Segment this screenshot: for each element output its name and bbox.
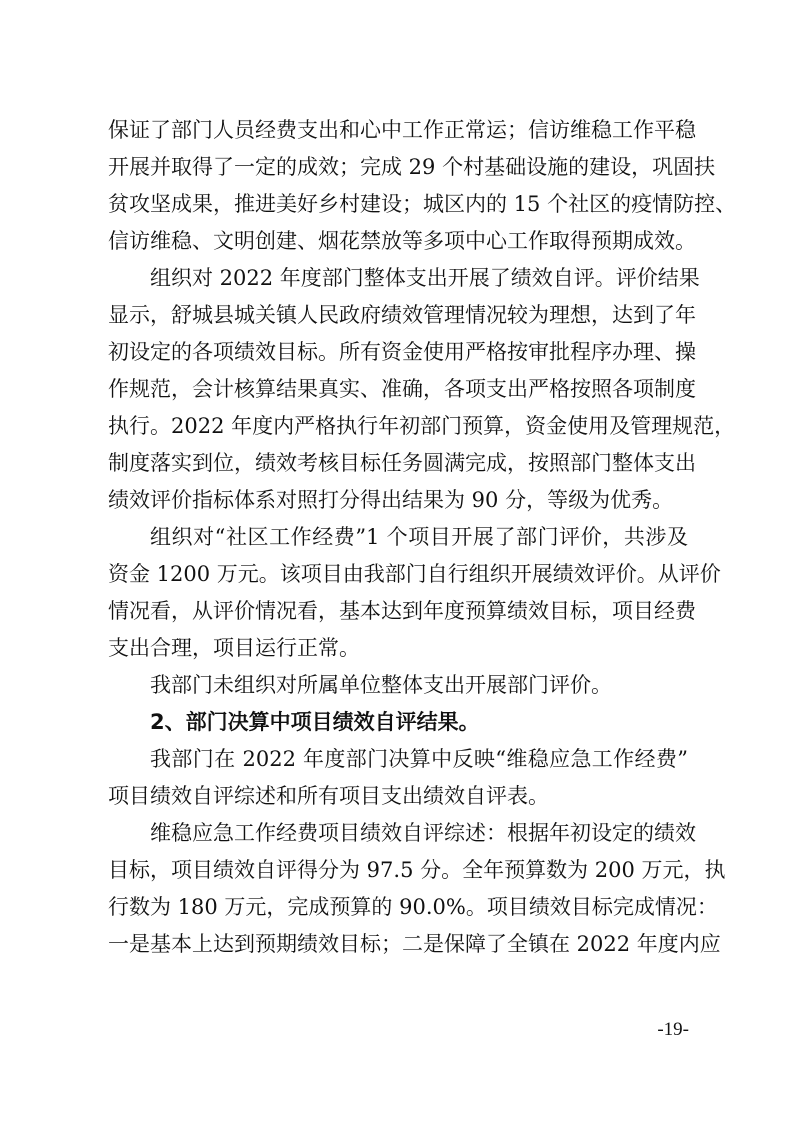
paragraph-line: 组织对 2022 年度部门整体支出开展了绩效自评。评价结果 (150, 266, 700, 290)
paragraph-line: 支出合理，项目运行正常。 (108, 636, 360, 660)
paragraph-line: 保证了部门人员经费支出和心中工作正常运；信访维稳工作平稳 (108, 118, 696, 142)
paragraph-line: 信访维稳、文明创建、烟花禁放等多项中心工作取得预期成效。 (108, 229, 696, 253)
paragraph-line: 我部门未组织对所属单位整体支出开展部门评价。 (150, 673, 612, 697)
paragraph-line: 我部门在 2022 年度部门决算中反映“维稳应急工作经费” (150, 747, 688, 771)
paragraph-line: 作规范，会计核算结果真实、准确，各项支出严格按照各项制度 (108, 377, 696, 401)
page-number: -19- (657, 1019, 689, 1040)
paragraph-line: 组织对“社区工作经费”1 个项目开展了部门评价，共涉及 (150, 525, 688, 549)
paragraph-line: 维稳应急工作经费项目绩效自评综述：根据年初设定的绩效 (150, 821, 696, 845)
paragraph-line: 贫攻坚成果，推进美好乡村建设；城区内的 15 个社区的疫情防控、 (108, 192, 737, 216)
paragraph-line: 初设定的各项绩效目标。所有资金使用严格按审批程序办理、操 (108, 340, 696, 364)
paragraph-line: 绩效评价指标体系对照打分得出结果为 90 分，等级为优秀。 (108, 488, 674, 512)
paragraph-line: 执行。2022 年度内严格执行年初部门预算，资金使用及管理规范， (108, 414, 736, 438)
paragraph-line: 开展并取得了一定的成效；完成 29 个村基础设施的建设，巩固扶 (108, 155, 716, 179)
paragraph-line: 情况看，从评价情况看，基本达到年度预算绩效目标，项目经费 (108, 599, 696, 623)
paragraph-line: 目标，项目绩效自评得分为 97.5 分。全年预算数为 200 万元，执 (108, 858, 726, 882)
paragraph-line: 资金 1200 万元。该项目由我部门自行组织开展绩效评价。从评价 (108, 562, 721, 586)
section-heading: 2、部门决算中项目绩效自评结果。 (150, 710, 480, 734)
paragraph-line: 一是基本上达到预期绩效目标；二是保障了全镇在 2022 年度内应 (108, 932, 721, 956)
paragraph-line: 项目绩效自评综述和所有项目支出绩效自评表。 (108, 784, 549, 808)
paragraph-line: 行数为 180 万元，完成预算的 90.0%。项目绩效目标完成情况： (108, 895, 718, 919)
paragraph-line: 显示，舒城县城关镇人民政府绩效管理情况较为理想，达到了年 (108, 303, 696, 327)
paragraph-line: 制度落实到位，绩效考核目标任务圆满完成，按照部门整体支出 (108, 451, 696, 475)
